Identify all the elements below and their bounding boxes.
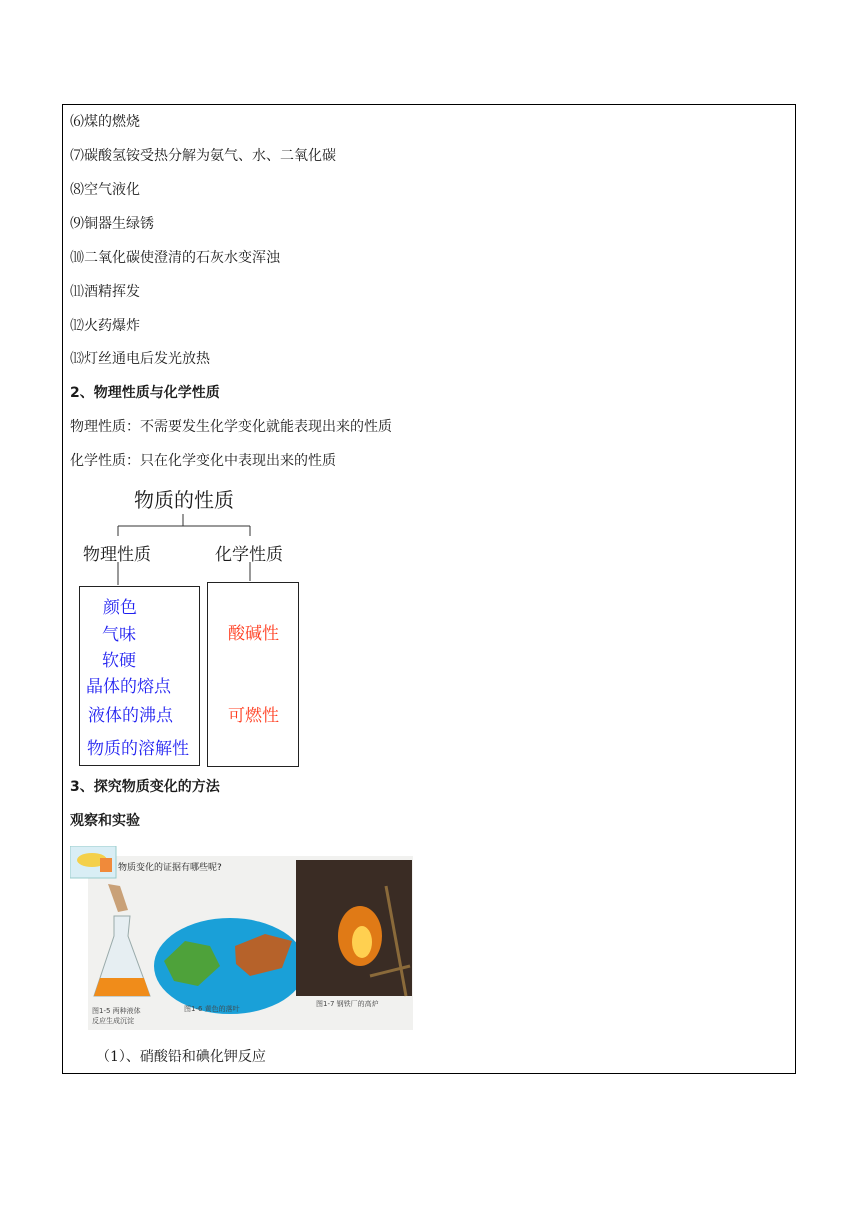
section3-subheading: 观察和实验 <box>70 813 140 829</box>
physical-item: 软硬 <box>102 651 136 671</box>
figure-caption: 图1-7 钢铁厂的高炉 <box>316 1000 379 1008</box>
list-item: ⑹煤的燃烧 <box>70 114 140 130</box>
list-item: ⒀灯丝通电后发光放热 <box>70 351 210 367</box>
section3-heading: 3、探究物质变化的方法 <box>70 779 220 795</box>
chemical-properties-label: 化学性质 <box>215 545 283 565</box>
list-item: ⑻空气液化 <box>70 182 140 198</box>
physical-properties-label: 物理性质 <box>83 545 151 565</box>
list-item: ⑽二氧化碳使澄清的石灰水变浑浊 <box>70 250 280 266</box>
list-item: ⑼铜器生绿锈 <box>70 216 154 232</box>
list-item: ⑿火药爆炸 <box>70 318 140 334</box>
figure-caption: 反应生成沉淀 <box>92 1017 134 1025</box>
figure-caption: 图1-5 两种液体 <box>92 1007 141 1015</box>
list-item: ⑺碳酸氢铵受热分解为氨气、水、二氧化碳 <box>70 148 336 164</box>
physical-item: 液体的沸点 <box>88 706 173 726</box>
step-1: （1）、硝酸铅和碘化钾反应 <box>96 1049 266 1065</box>
list-item: ⑾酒精挥发 <box>70 284 140 300</box>
chemical-properties-box <box>207 582 299 767</box>
physical-item: 颜色 <box>103 598 137 618</box>
properties-diagram <box>70 478 310 773</box>
physical-properties-box <box>79 586 200 766</box>
physical-definition: 物理性质：不需要发生化学变化就能表现出来的性质 <box>70 419 392 435</box>
physical-item: 物质的溶解性 <box>87 739 189 759</box>
physical-item: 晶体的熔点 <box>86 677 171 697</box>
figure-question: 物质变化的证据有哪些呢? <box>118 863 222 873</box>
chemical-item: 酸碱性 <box>228 624 279 644</box>
textbook-figure <box>70 846 413 1030</box>
chemical-item: 可燃性 <box>228 706 279 726</box>
section2-heading: 2、物理性质与化学性质 <box>70 385 220 401</box>
physical-item: 气味 <box>102 625 136 645</box>
diagram-root: 物质的性质 <box>134 488 234 512</box>
chemical-definition: 化学性质：只在化学变化中表现出来的性质 <box>70 453 336 469</box>
figure-caption: 图1-6 黄色的落叶 <box>184 1005 240 1013</box>
